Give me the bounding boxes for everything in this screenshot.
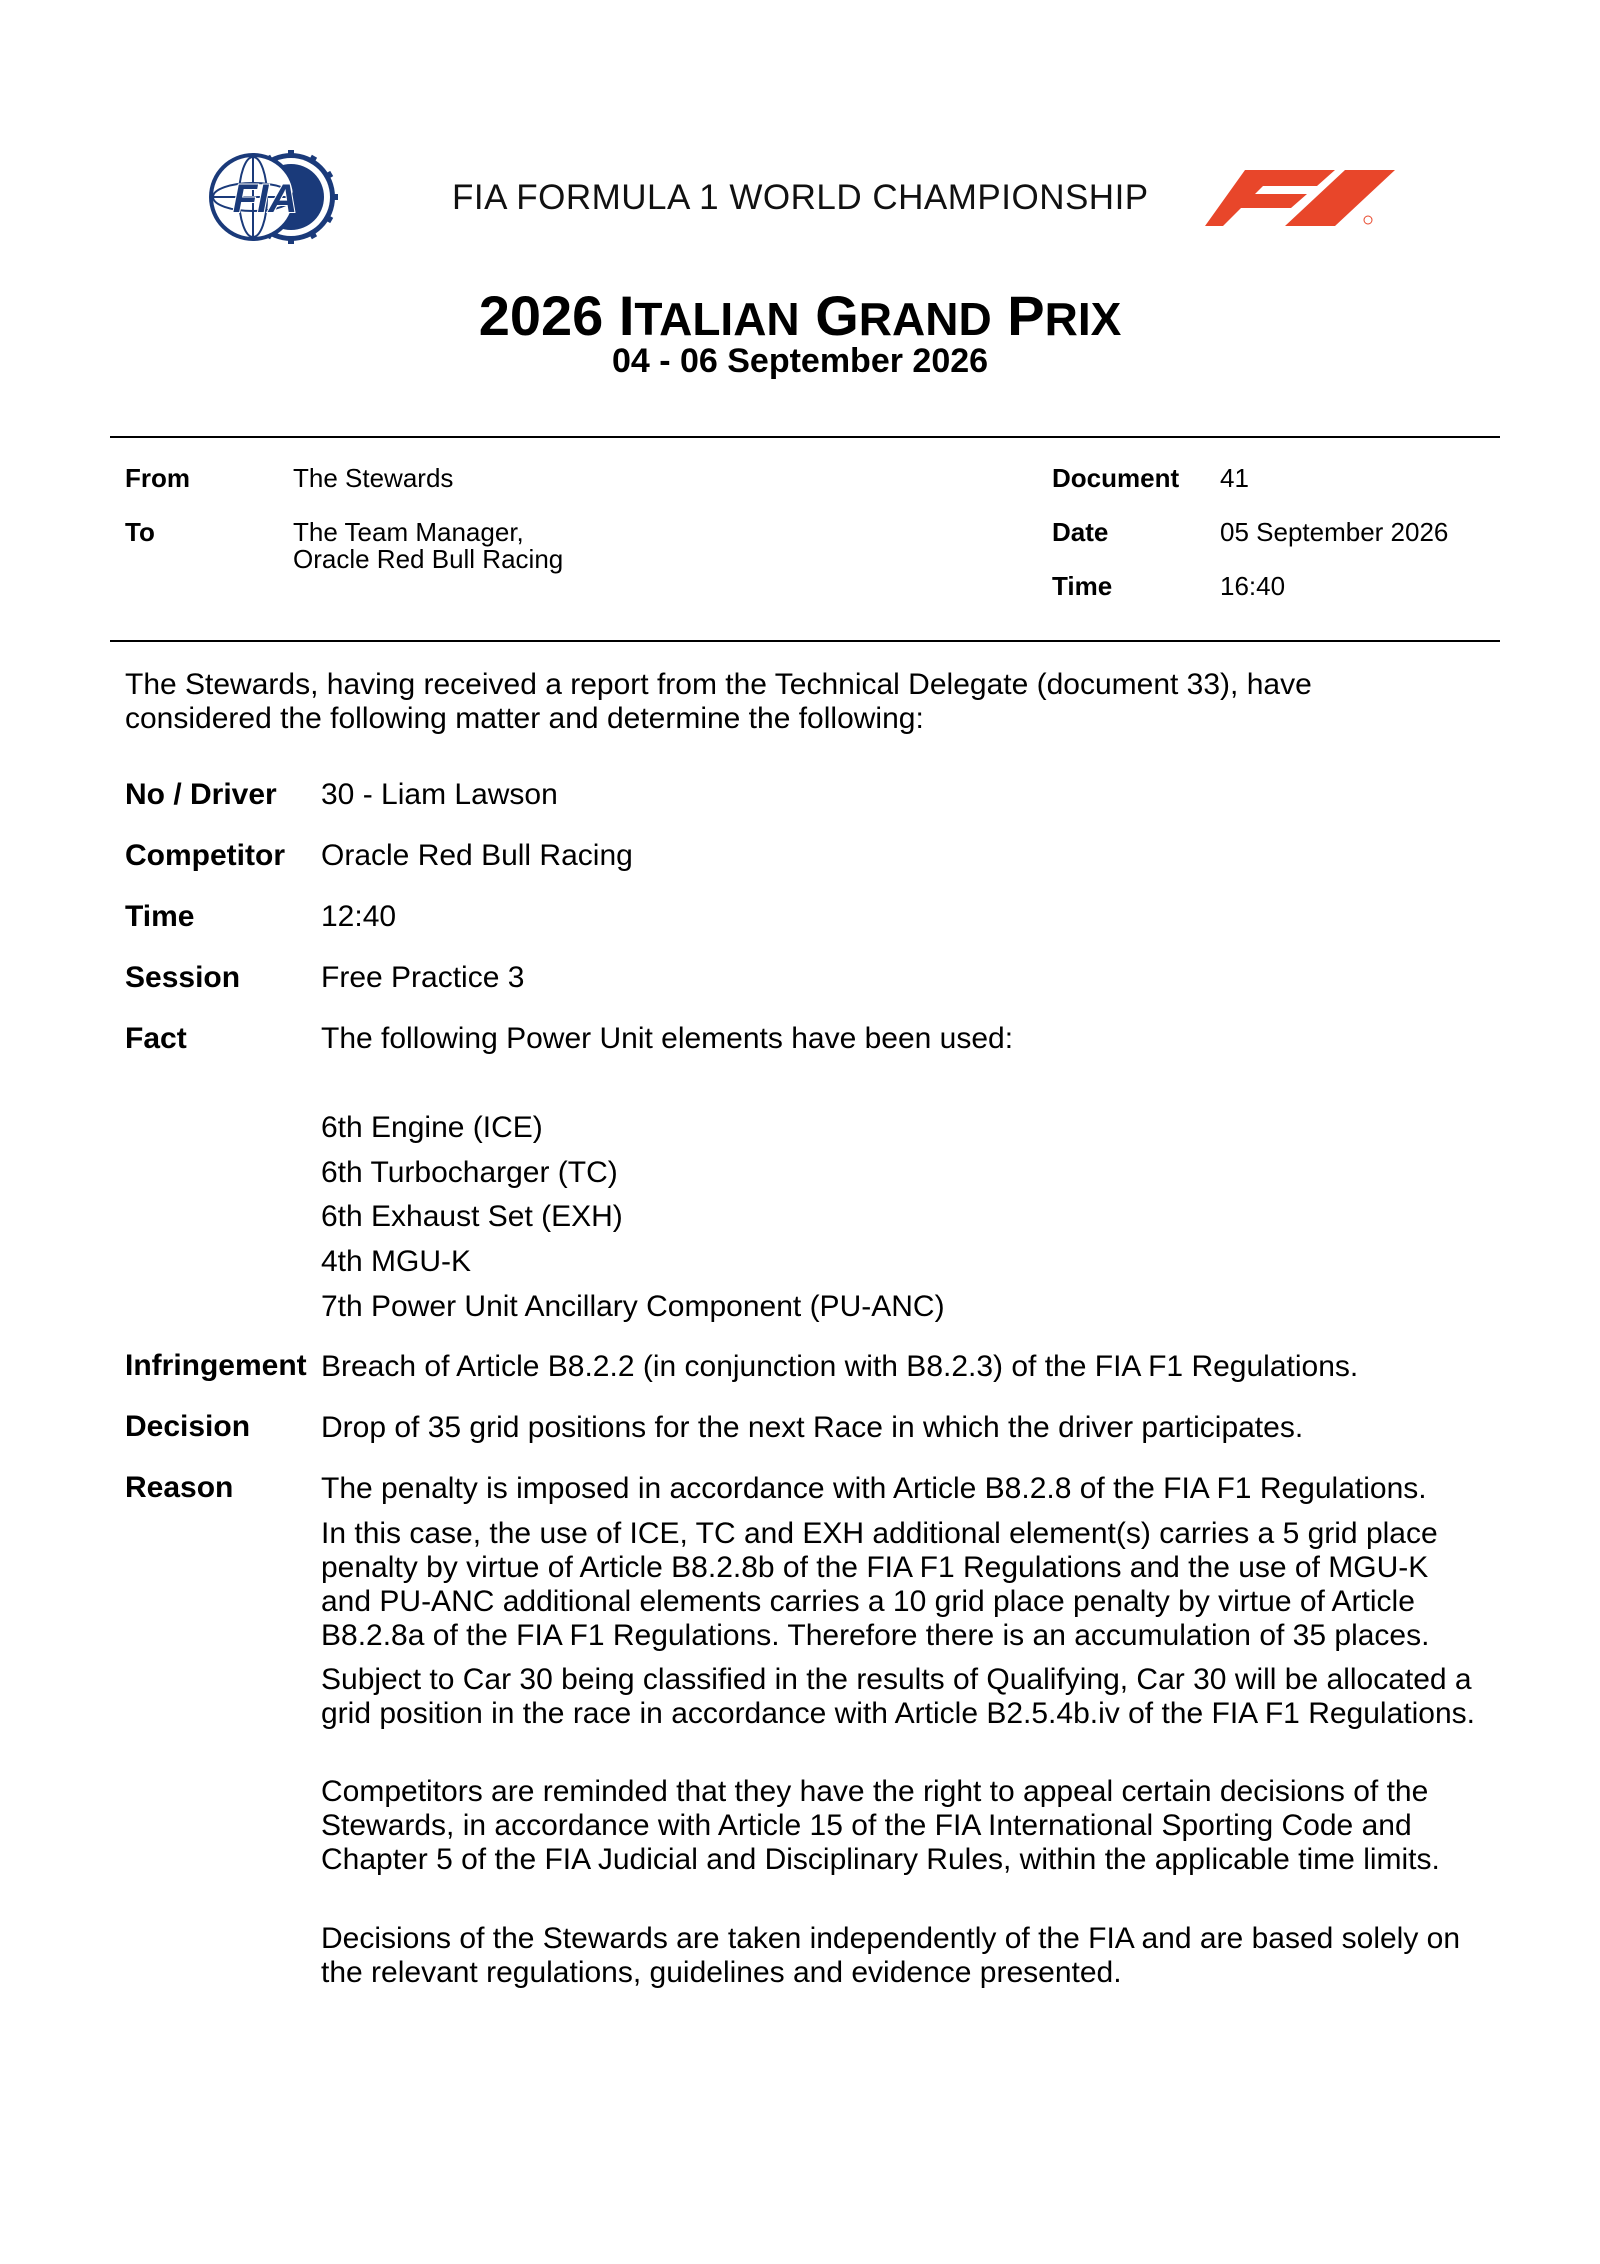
to-value-line1: The Team Manager, — [293, 517, 524, 547]
fact-label: Fact — [125, 1022, 187, 1055]
driver-label: No / Driver — [125, 778, 277, 811]
infringement-label: Infringement — [125, 1349, 307, 1382]
competitor-value: Oracle Red Bull Racing — [321, 839, 633, 872]
event-dates: 04 - 06 September 2026 — [611, 342, 989, 380]
document-value: 41 — [1220, 463, 1249, 493]
intro-line-1: The Stewards, having received a report from the Technical Delegate (document 33), have — [125, 668, 1312, 701]
session-time-label: Time — [125, 900, 195, 933]
time-label: Time — [1052, 571, 1113, 601]
divider-bottom — [110, 640, 1500, 642]
from-value: The Stewards — [293, 463, 454, 493]
element-item: 7th Power Unit Ancillary Component (PU-ANC) — [321, 1290, 945, 1323]
reason-paragraph-1: The penalty is imposed in accordance with Article B8.2.8 of the FIA F1 Regulations. — [321, 1472, 1427, 1505]
infringement-value: Breach of Article B8.2.2 (in conjunction with B8.2.3) of the FIA F1 Regulations. — [321, 1350, 1359, 1383]
event-title: 2026 ITALIAN GRAND PRIX — [478, 284, 1122, 347]
reason-paragraph-5: Decisions of the Stewards are taken independently of the FIA and are based solely on the relevant regulations, guidelines and evidence presented. — [321, 1922, 1461, 1989]
fact-value: The following Power Unit elements have been used: — [321, 1022, 1014, 1055]
date-label: Date — [1052, 517, 1109, 547]
session-label: Session — [125, 961, 241, 994]
to-label: To — [125, 517, 155, 547]
f1-logo — [1205, 170, 1405, 226]
intro-line-2: considered the following matter and determine the following: — [125, 702, 924, 735]
time-value: 16:40 — [1220, 571, 1286, 601]
date-value: 05 September 2026 — [1220, 517, 1449, 547]
element-item: 6th Engine (ICE) — [321, 1111, 543, 1144]
svg-text:FIA: FIA — [232, 177, 298, 221]
driver-value: 30 - Liam Lawson — [321, 778, 558, 811]
from-label: From — [125, 463, 190, 493]
competitor-label: Competitor — [125, 839, 285, 872]
document-label: Document — [1052, 463, 1180, 493]
session-value: Free Practice 3 — [321, 961, 525, 994]
reason-paragraph-2: In this case, the use of ICE, TC and EXH additional element(s) carries a 5 grid place penalty by virtue of Article B8.2.8b of the FIA F1 Regulations and the use of MGU-K and PU-ANC additional elements carries a 10 grid place penalty by virtue of Article B8.2.8a of the FIA F1 Regulations. Therefore there is an accumulation of 35 places. — [321, 1517, 1438, 1652]
to-value-line2: Oracle Red Bull Racing — [293, 544, 564, 574]
divider-top — [110, 436, 1500, 438]
reason-paragraph-3: Subject to Car 30 being classified in the results of Qualifying, Car 30 will be allocated a grid position in the race in accordance with Article B2.5.4b.iv of the FIA F1 Regulations. — [321, 1663, 1475, 1730]
reason-paragraph-4: Competitors are reminded that they have the right to appeal certain decisions of the Stewards, in accordance with Article 15 of the FIA International Sporting Code and Chapter 5 of the FIA Judicial and Disciplinary Rules, within the applicable time limits. — [321, 1775, 1440, 1876]
championship-title: FIA FORMULA 1 WORLD CHAMPIONSHIP — [452, 178, 1149, 217]
element-item: 4th MGU-K — [321, 1245, 472, 1278]
decision-value: Drop of 35 grid positions for the next Race in which the driver participates. — [321, 1411, 1304, 1444]
element-item: 6th Turbocharger (TC) — [321, 1156, 618, 1189]
intro-text — [125, 668, 1425, 736]
reason-label: Reason — [125, 1471, 234, 1504]
fia-logo — [205, 150, 343, 244]
element-item: 6th Exhaust Set (EXH) — [321, 1200, 623, 1233]
session-time-value: 12:40 — [321, 900, 397, 933]
decision-label: Decision — [125, 1410, 251, 1443]
